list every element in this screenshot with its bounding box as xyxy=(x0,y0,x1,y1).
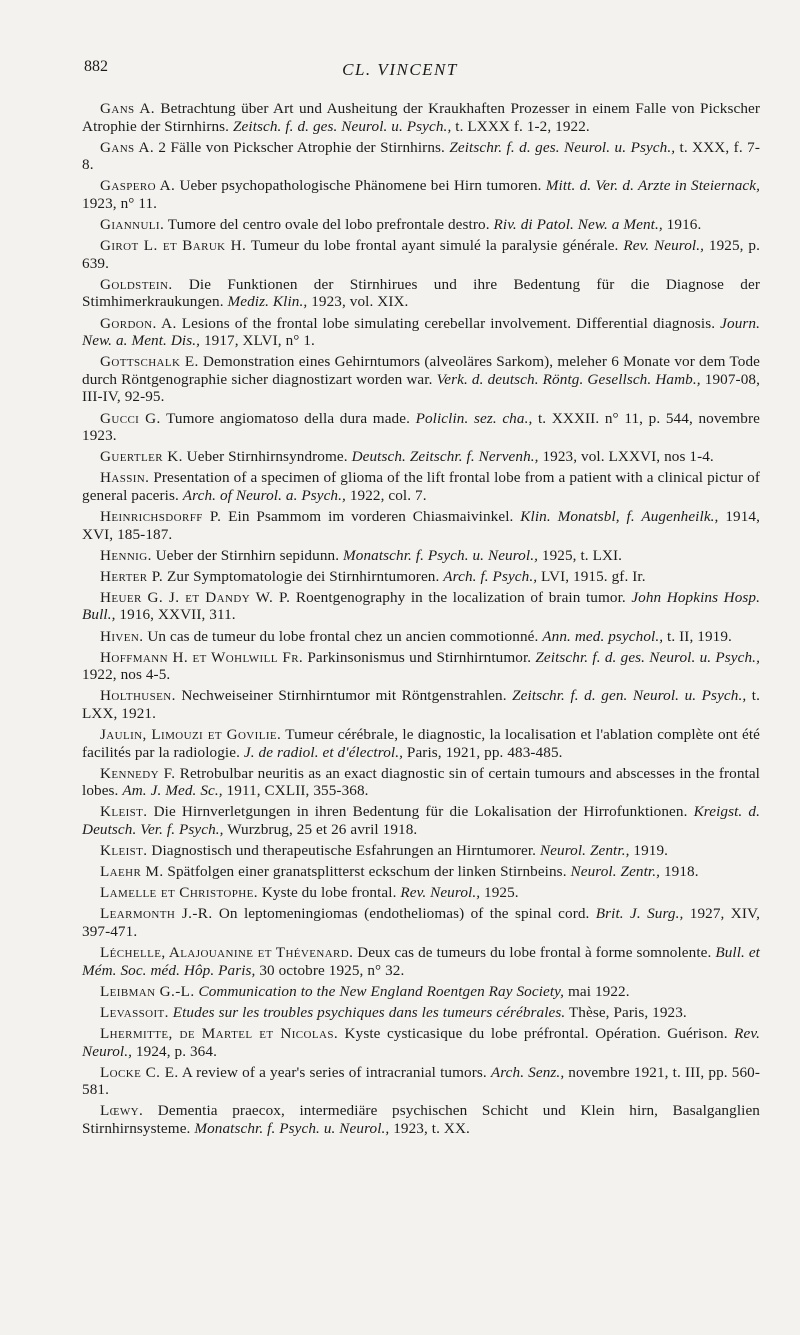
reference-entry xyxy=(82,276,760,311)
reference-details: 1925. xyxy=(480,884,519,902)
reference-author: Gaspero A. xyxy=(100,177,176,195)
reference-details: t. LXX, 1921. xyxy=(82,687,760,722)
reference-details: t. XXX, f. 7-8. xyxy=(82,138,760,174)
reference-journal: Etudes sur les troubles psychiques dans les tumeurs cérébrales. xyxy=(172,1003,566,1021)
reference-journal: Monatschr. f. Psych. u. Neurol., xyxy=(343,546,538,564)
reference-entry xyxy=(82,803,760,838)
reference-title: Presentation of a specimen of glioma of the lift frontal lobe from a patient with a clinical pictur of general paceris. xyxy=(82,469,760,504)
reference-journal: Klin. Monatsbl, f. Augenheilk., xyxy=(520,507,719,525)
reference-journal: Zeitschr. f. d. gen. Neurol. u. Psych., xyxy=(512,687,747,705)
reference-author: Lœwy. xyxy=(100,1102,144,1120)
reference-details: 1923, vol. LXXVI, nos 1-4. xyxy=(538,448,714,466)
reference-details: 30 octobre 1925, n° 32. xyxy=(255,961,405,979)
reference-details: Paris, 1921, pp. 483-485. xyxy=(403,743,563,761)
reference-author: Lhermitte, de Martel et Nicolas. xyxy=(100,1024,339,1042)
reference-entry xyxy=(82,547,760,565)
reference-journal: J. de radiol. et d'électrol., xyxy=(243,743,403,761)
reference-details: 1911, CXLII, 355-368. xyxy=(222,782,369,800)
reference-author: Jaulin, Limouzi et Govilie. xyxy=(100,726,282,743)
reference-title: Un cas de tumeur du lobe frontal chez un ancien commotionné. xyxy=(143,627,543,645)
reference-title: Die Funktionen der Stirnhirues und ihre Bedentung für die Diagnose der Stimhimerkraukungen. xyxy=(82,275,760,311)
reference-title: Retrobulbar neuritis as an exact diagnostic sin of certain tumours and abscesses in the frontal lobes. xyxy=(82,764,761,800)
reference-journal: Rev. Neurol., xyxy=(623,237,705,255)
reference-title: Ein Psammom im vorderen Chiasmaivinkel. xyxy=(221,507,521,525)
reference-entry xyxy=(82,863,760,881)
reference-title: Demonstration eines Gehirntumors (alveoläres Sarkom), meleher 6 Monate vor dem Tode durch Röntgenographie sicher diagnostizart worden war. xyxy=(82,353,760,388)
reference-author: Gans A. xyxy=(100,138,155,156)
reference-details: novembre 1921, t. III, pp. 560-581. xyxy=(82,1063,761,1099)
reference-title: Roentgenography in the localization of brain tumor. xyxy=(290,588,632,606)
reference-title: Dementia praecox, intermediäre psychischen Schicht und Klein hirn, Basalganglien Stirnhirnsysteme. xyxy=(82,1102,760,1137)
reference-title: Nechweiseiner Stirnhirntumor mit Röntgenstrahlen. xyxy=(175,687,513,705)
reference-details: t. LXXX f. 1-2, 1922. xyxy=(451,117,590,135)
reference-journal: Policlin. sez. cha., xyxy=(415,409,533,427)
reference-details: 1924, p. 364. xyxy=(132,1042,217,1060)
reference-author: Hoffmann H. et Wohlwill Fr. xyxy=(100,648,304,666)
reference-author: Gans A. xyxy=(100,100,155,117)
reference-details: 1914, XVI, 185-187. xyxy=(82,507,760,543)
reference-title: Kyste cysticasique du lobe préfrontal. Opération. Guérison. xyxy=(338,1024,735,1042)
reference-entry xyxy=(82,1064,760,1099)
reference-journal: Am. J. Med. Sc., xyxy=(122,782,223,800)
reference-author: Leibman G.-L. xyxy=(100,982,195,1000)
reference-journal: Communication to the New England Roentgen Ray Society, xyxy=(198,982,565,1000)
reference-author: Heinrichsdorff P. xyxy=(100,507,222,525)
reference-journal: Deutsch. Zeitschr. f. Nervenh., xyxy=(351,448,539,466)
reference-author: Gucci G. xyxy=(100,409,161,427)
reference-title: Parkinsonismus und Stirnhirntumor. xyxy=(303,648,536,666)
reference-title: Ueber Stirnhirnsyndrome. xyxy=(182,448,352,466)
reference-journal: Rev. Neurol., xyxy=(400,884,481,902)
reference-author: Lamelle et Christophe. xyxy=(100,884,258,902)
reference-journal: Mediz. Klin., xyxy=(227,293,308,311)
bibliography-list xyxy=(82,100,760,1141)
reference-entry xyxy=(82,139,760,174)
reference-entry xyxy=(82,1004,760,1022)
reference-details: 1907-08, III-IV, 92-95. xyxy=(82,370,760,406)
reference-details: Wurzbrug, 25 et 26 avril 1918. xyxy=(223,820,418,838)
reference-entry xyxy=(82,177,760,212)
reference-title: Diagnostisch und therapeutische Esfahrungen an Hirntumorer. xyxy=(147,842,540,860)
reference-author: Hiven. xyxy=(100,627,144,645)
reference-title: Betrachtung über Art und Ausheitung der Kraukhaften Prozesser in einem Falle von Pickscher Atrophie der Stirnhirns. xyxy=(82,100,761,135)
reference-title: Tumeur du lobe frontal ayant simulé la paralysie générale. xyxy=(246,237,624,255)
reference-journal: Arch. Senz., xyxy=(490,1063,565,1081)
reference-details: LVI, 1915. gf. Ir. xyxy=(537,567,646,585)
reference-journal: Neurol. Zentr., xyxy=(539,842,630,860)
reference-author: Holthusen. xyxy=(100,687,176,705)
reference-journal: John Hopkins Hosp. Bull., xyxy=(82,588,760,624)
reference-journal: Neurol. Zentr., xyxy=(570,863,661,881)
page-number: 882 xyxy=(84,58,108,75)
reference-title: 2 Fälle von Pickscher Atrophie der Stirnhirns. xyxy=(154,138,450,156)
reference-title: Tumeur cérébrale, le diagnostic, la localisation et l'ablation complète ont été facilités par la radiologie. xyxy=(82,726,760,761)
reference-author: Heuer G. J. et Dandy W. P. xyxy=(100,588,291,606)
reference-title: Ueber der Stirnhirn sepidunn. xyxy=(151,546,343,564)
reference-details: mai 1922. xyxy=(564,982,630,1000)
reference-journal: Ann. med. psychol., xyxy=(542,627,664,645)
reference-details: 1919. xyxy=(629,842,669,860)
reference-author: Gordon. A. xyxy=(100,314,177,332)
reference-details: Thèse, Paris, 1923. xyxy=(565,1003,687,1021)
reference-author: Herter P. xyxy=(100,567,164,585)
reference-details: 1922, nos 4-5. xyxy=(82,666,171,684)
reference-title: Zur Symptomatologie dei Stirnhirntumoren. xyxy=(163,567,444,585)
reference-entry xyxy=(82,1102,760,1137)
reference-details: 1923, t. XX. xyxy=(389,1119,470,1137)
reference-entry xyxy=(82,469,760,504)
reference-author: Learmonth J.-R. xyxy=(100,905,213,923)
reference-details: 1916. xyxy=(662,216,702,234)
reference-details: 1916, XXVII, 311. xyxy=(115,606,236,624)
reference-title: Tumore angiomatoso della dura made. xyxy=(160,409,416,427)
reference-journal: Bull. et Mém. Soc. méd. Hôp. Paris, xyxy=(82,944,761,979)
reference-entry xyxy=(82,884,760,902)
reference-journal: Riv. di Patol. New. a Ment., xyxy=(493,216,663,234)
reference-author: Giannuli. xyxy=(100,216,165,234)
reference-entry xyxy=(82,100,760,135)
reference-journal: Kreigst. d. Deutsch. Ver. f. Psych., xyxy=(82,803,760,838)
reference-entry xyxy=(82,410,760,445)
reference-journal: Journ. New. a. Ment. Dis., xyxy=(82,314,761,350)
reference-journal: Monatschr. f. Psych. u. Neurol., xyxy=(194,1119,390,1137)
reference-details: t. XXXII. n° 11, p. 544, novembre 1923. xyxy=(82,409,760,445)
reference-journal: Zeitsch. f. d. ges. Neurol. u. Psych., xyxy=(232,117,452,135)
reference-entry xyxy=(82,568,760,586)
reference-entry xyxy=(82,1025,760,1060)
reference-entry xyxy=(82,983,760,1001)
reference-entry xyxy=(82,842,760,860)
reference-author: Léchelle, Alajouanine et Thévenard. xyxy=(100,944,354,962)
reference-details: 1927, XIV, 397-471. xyxy=(82,905,760,940)
reference-title: Ueber psychopathologische Phänomene bei Hirn tumoren. xyxy=(175,177,546,195)
reference-title: A review of a year's series of intracranial tumors. xyxy=(178,1063,491,1081)
reference-entry xyxy=(82,353,760,406)
reference-entry xyxy=(82,765,760,800)
reference-entry xyxy=(82,944,760,979)
reference-entry xyxy=(82,726,760,761)
reference-author: Kleist. xyxy=(100,842,148,860)
reference-entry xyxy=(82,628,760,646)
reference-details: 1922, col. 7. xyxy=(345,486,427,504)
reference-entry xyxy=(82,216,760,234)
reference-author: Kennedy F. xyxy=(100,764,176,782)
reference-details: 1918. xyxy=(660,863,699,881)
reference-author: Hennig. xyxy=(100,546,152,564)
reference-author: Gottschalk E. xyxy=(100,353,199,371)
reference-title: Lesions of the frontal lobe simulating cerebellar involvement. Differential diagnosis. xyxy=(176,314,721,332)
reference-title: Deux cas de tumeurs du lobe frontal à forme somnolente. xyxy=(353,944,716,962)
reference-entry xyxy=(82,237,760,272)
reference-journal: Arch. f. Psych., xyxy=(443,567,538,585)
reference-entry xyxy=(82,905,760,940)
reference-entry xyxy=(82,589,760,624)
reference-title: Die Hirnverletgungen in ihren Bedentung für die Lokalisation der Hirrofunktionen. xyxy=(147,803,694,821)
reference-entry xyxy=(82,315,760,350)
reference-author: Levassoit. xyxy=(100,1003,169,1021)
reference-entry xyxy=(82,508,760,543)
running-head: CL. VINCENT xyxy=(342,60,458,79)
reference-title: Kyste du lobe frontal. xyxy=(257,884,401,902)
reference-details: 1917, XLVI, n° 1. xyxy=(200,332,315,350)
reference-author: Hassin. xyxy=(100,469,150,487)
reference-details: 1925, p. 639. xyxy=(82,237,760,272)
reference-author: Kleist. xyxy=(100,803,148,821)
reference-author: Guertler K. xyxy=(100,448,183,466)
reference-author: Girot L. et Baruk H. xyxy=(100,237,247,255)
reference-title: On leptomeningiomas (endotheliomas) of the spinal cord. xyxy=(212,905,596,923)
reference-entry xyxy=(82,687,760,722)
reference-journal: Mitt. d. Ver. d. Arzte in Steiernack, xyxy=(545,177,760,195)
reference-details: t. II, 1919. xyxy=(663,627,732,645)
reference-entry xyxy=(82,649,760,684)
reference-journal: Zeitschr. f. d. ges. Neurol. u. Psych., xyxy=(535,648,760,666)
reference-details: 1923, vol. XIX. xyxy=(307,293,409,311)
reference-entry xyxy=(82,448,760,466)
reference-journal: Verk. d. deutsch. Röntg. Gesellsch. Hamb., xyxy=(436,370,701,388)
reference-journal: Brit. J. Surg., xyxy=(595,905,684,923)
reference-author: Locke C. E. xyxy=(100,1063,179,1081)
reference-journal: Rev. Neurol., xyxy=(82,1024,760,1060)
reference-journal: Arch. of Neurol. a. Psych., xyxy=(182,486,346,504)
reference-title: Tumore del centro ovale del lobo prefrontale destro. xyxy=(164,216,494,234)
reference-journal: Zeitschr. f. d. ges. Neurol. u. Psych., xyxy=(449,138,676,156)
reference-details: 1923, n° 11. xyxy=(82,194,158,212)
reference-details: 1925, t. LXI. xyxy=(538,546,623,564)
reference-title: Spätfolgen einer granatsplitterst eckschum der linken Stirnbeins. xyxy=(163,863,571,881)
reference-author: Laehr M. xyxy=(100,863,164,881)
reference-author: Goldstein. xyxy=(100,275,173,293)
